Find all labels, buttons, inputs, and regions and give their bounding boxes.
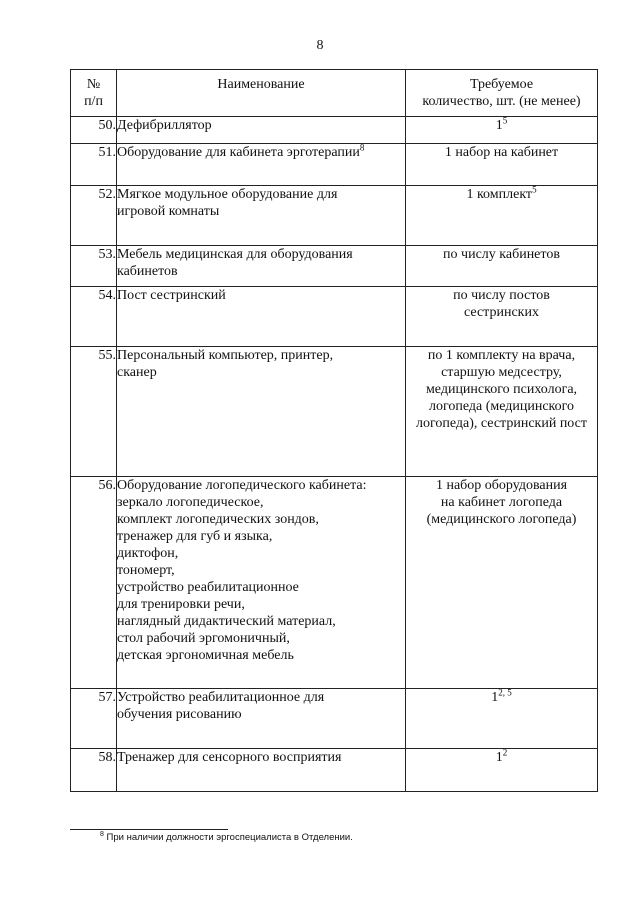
row-quantity xyxy=(406,287,598,347)
row-name-line xyxy=(117,511,405,528)
row-name-text: стол рабочий эргомоничный, xyxy=(117,631,290,646)
row-quantity-text: логопеда (медицинского xyxy=(428,399,575,414)
row-quantity-text: 1 xyxy=(495,750,503,765)
row-name-text: комплект логопедических зондов, xyxy=(117,512,319,527)
header-name-text: Наименование xyxy=(217,77,305,92)
row-name-text: зеркало логопедическое, xyxy=(117,495,264,510)
row-name-line xyxy=(117,689,405,706)
table-row xyxy=(71,186,598,246)
row-name-text: детская эргономичная мебель xyxy=(117,648,294,663)
row-name-line xyxy=(117,647,405,664)
row-name-line xyxy=(117,494,405,511)
row-number: 50. xyxy=(71,117,117,144)
row-quantity-line xyxy=(406,494,597,511)
header-quantity-line: Требуемое xyxy=(469,77,534,92)
row-name-line xyxy=(117,246,405,263)
header-number-line: п/п xyxy=(84,94,103,109)
row-name-line xyxy=(117,186,405,203)
row-quantity-line xyxy=(406,364,597,381)
footnote-reference: 5 xyxy=(502,115,508,126)
row-quantity-line xyxy=(406,186,597,203)
table-row xyxy=(71,749,598,792)
row-quantity xyxy=(406,117,598,144)
table-row xyxy=(71,287,598,347)
row-name-line xyxy=(117,630,405,647)
row-quantity-text: медицинского психолога, xyxy=(425,382,578,397)
row-quantity xyxy=(406,144,598,186)
row-name-line xyxy=(117,749,405,766)
row-number: 53. xyxy=(71,246,117,287)
row-name-text: Пост сестринский xyxy=(117,288,226,303)
row-name-text: устройство реабилитационное xyxy=(117,580,299,595)
row-name-line xyxy=(117,579,405,596)
row-name-text: Оборудование логопедического кабинета: xyxy=(117,478,367,493)
footnote-reference: 8 xyxy=(359,142,365,153)
row-number: 52. xyxy=(71,186,117,246)
footnote-divider xyxy=(70,829,228,830)
row-quantity xyxy=(406,477,598,689)
row-name-line xyxy=(117,144,405,161)
row-quantity xyxy=(406,689,598,749)
row-name-line xyxy=(117,287,405,304)
row-quantity-line xyxy=(406,246,597,263)
row-name xyxy=(117,117,406,144)
page-number: 8 xyxy=(316,38,324,53)
row-name-text: кабинетов xyxy=(117,264,178,279)
row-name-text: диктофон, xyxy=(117,546,179,561)
row-name xyxy=(117,689,406,749)
row-quantity-line xyxy=(406,689,597,706)
row-name-line xyxy=(117,528,405,545)
row-quantity-text: по числу кабинетов xyxy=(443,247,560,262)
row-number: 56. xyxy=(71,477,117,689)
row-quantity-line xyxy=(406,117,597,134)
table-body xyxy=(71,117,598,792)
row-quantity-line xyxy=(406,304,597,321)
row-name-line xyxy=(117,477,405,494)
row-quantity xyxy=(406,749,598,792)
row-name-text: Мягкое модульное оборудование для xyxy=(117,187,338,202)
row-quantity-line xyxy=(406,347,597,364)
row-quantity-text: на кабинет логопеда xyxy=(440,495,563,510)
row-name-text: Тренажер для сенсорного восприятия xyxy=(117,750,342,765)
row-name-line xyxy=(117,203,405,220)
row-name-line xyxy=(117,263,405,280)
row-name xyxy=(117,749,406,792)
row-quantity-line xyxy=(406,477,597,494)
row-quantity-text: 1 xyxy=(495,118,503,133)
row-name xyxy=(117,186,406,246)
footnote-text: При наличии должности эргоспециалиста в Отделении. xyxy=(103,832,353,843)
row-quantity-line xyxy=(406,511,597,528)
row-name-text: игровой комнаты xyxy=(117,204,220,219)
equipment-table xyxy=(70,69,598,792)
header-name xyxy=(117,70,406,117)
row-name xyxy=(117,347,406,477)
footnote-reference: 2 xyxy=(502,747,508,758)
row-name-line xyxy=(117,706,405,723)
table-header-row xyxy=(71,70,598,117)
row-name-text: Мебель медицинская для оборудования xyxy=(117,247,353,262)
row-quantity-line xyxy=(406,144,597,161)
table-row xyxy=(71,144,598,186)
row-quantity-text: (медицинского логопеда) xyxy=(426,512,577,527)
row-quantity-text: по 1 комплекту на врача, xyxy=(427,348,576,363)
row-name-line xyxy=(117,562,405,579)
row-name-text: обучения рисованию xyxy=(117,707,242,722)
row-name-text: Персональный компьютер, принтер, xyxy=(117,348,334,363)
row-name-line xyxy=(117,613,405,630)
row-name-text: наглядный дидактический материал, xyxy=(117,614,336,629)
row-quantity-line xyxy=(406,381,597,398)
header-quantity-line: количество, шт. (не менее) xyxy=(422,94,581,109)
row-name xyxy=(117,144,406,186)
header-number-line: № xyxy=(86,77,101,92)
row-quantity-text: старшую медсестру, xyxy=(441,365,562,380)
row-name-text: для тренировки речи, xyxy=(117,597,245,612)
row-quantity-line xyxy=(406,415,597,432)
row-quantity xyxy=(406,246,598,287)
row-name-text: тономерт, xyxy=(117,563,175,578)
row-number: 55. xyxy=(71,347,117,477)
row-quantity-text: 1 xyxy=(491,690,499,705)
row-name-text: Оборудование для кабинета эрготерапии xyxy=(117,145,360,160)
row-name xyxy=(117,477,406,689)
row-name-line xyxy=(117,117,405,134)
footnote-reference: 2, 5 xyxy=(498,687,512,698)
row-number: 51. xyxy=(71,144,117,186)
footnote-marker: 8 xyxy=(100,830,104,838)
footnote-reference: 5 xyxy=(532,184,537,195)
row-name-text: Дефибриллятор xyxy=(117,118,212,133)
row-name xyxy=(117,287,406,347)
row-name-line xyxy=(117,545,405,562)
row-quantity-line xyxy=(406,398,597,415)
table-row xyxy=(71,689,598,749)
row-name-line xyxy=(117,347,405,364)
row-quantity xyxy=(406,186,598,246)
row-name-text: тренажер для губ и языка, xyxy=(117,529,273,544)
row-quantity-text: логопеда), сестринский пост xyxy=(415,416,587,431)
row-quantity-text: сестринских xyxy=(464,305,539,320)
row-name-text: сканер xyxy=(117,365,157,380)
table-row xyxy=(71,477,598,689)
row-name-text: Устройство реабилитационное для xyxy=(117,690,325,705)
header-number xyxy=(71,70,117,117)
row-quantity xyxy=(406,347,598,477)
table-row xyxy=(71,347,598,477)
row-quantity-line xyxy=(406,287,597,304)
row-quantity-text: 1 набор оборудования xyxy=(435,478,568,493)
row-number: 54. xyxy=(71,287,117,347)
row-quantity-text: по числу постов xyxy=(453,288,550,303)
row-number: 58. xyxy=(71,749,117,792)
row-name-line xyxy=(117,364,405,381)
row-quantity-text: 1 комплект xyxy=(466,187,533,202)
row-number: 57. xyxy=(71,689,117,749)
row-name xyxy=(117,246,406,287)
row-quantity-line xyxy=(406,749,597,766)
table-row xyxy=(71,117,598,144)
row-quantity-text: 1 набор на кабинет xyxy=(444,145,559,160)
footnote xyxy=(100,832,353,843)
row-name-line xyxy=(117,596,405,613)
table-row xyxy=(71,246,598,287)
header-quantity xyxy=(406,70,598,117)
